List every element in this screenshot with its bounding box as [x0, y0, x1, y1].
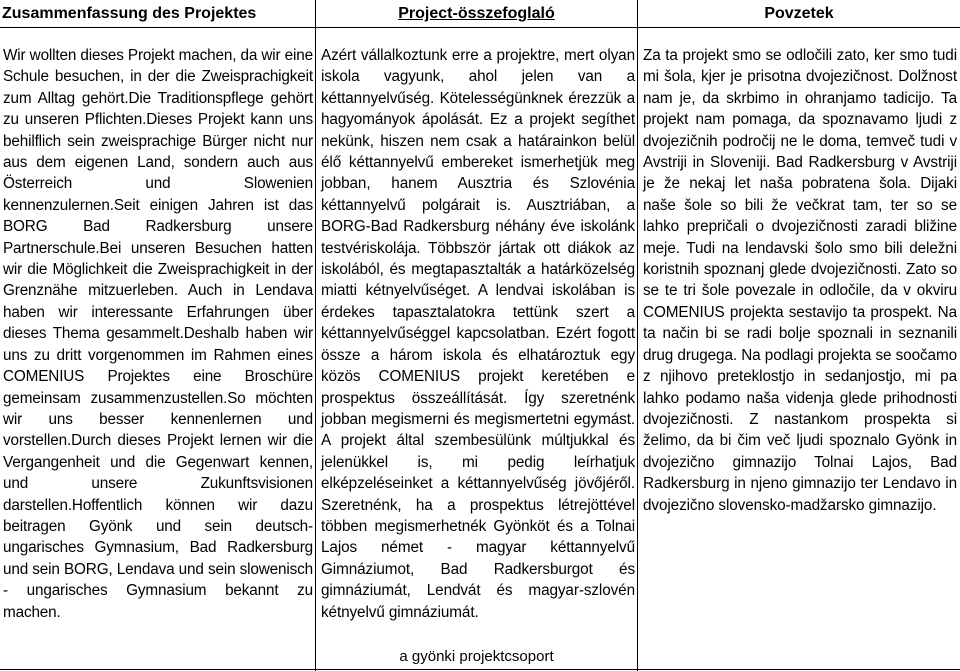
hungarian-column-header: Project-összefoglaló	[316, 0, 637, 28]
table-bottom-border	[0, 669, 960, 670]
german-summary-text: Wir wollten dieses Projekt machen, da wir eine Schule besuchen, in der die Zweisprachigkeit zum Alltag gehört.Die Traditionspflege gehört zu unseren Pflichten.Dieses Projekt kann uns behilflich sein zweisprachige Bürger nicht nur aus dem eigenen Land, sondern auch aus Österreich und Slowenien kennenzulernen.Seit einigen Jahren ist das BORG Bad Radkersburg unsere Partnerschule.Bei unseren Besuchen hatten wir die Möglichkeit die Zweisprachigkeit in der Grenznähe mitzuerleben. Auch in Lendava haben wir interessante Erfahrungen über dieses Thema gesammelt.Deshalb haben wir uns zu dritt vorgenommen im Rahmen eines COMENIUS Projektes eine Broschüre gemeinsam zusammenzustellen.So möchten wir uns besser kennenlernen und vorstellen.Durch dieses Projekt lernen wir die Vergangenheit und die Gegenwart kennen, und unsere Zukunftsvisionen darstellen.Hoffentlich können wir dazu beitragen Gyönk und sein deutsch-ungarisches Gymnasium, Bad Radkersburg und sein BORG, Lendava und sein slowenisch - ungarisches Gymnasium bekannt zu machen.	[3, 47, 313, 621]
slovenian-summary-text: Za ta projekt smo se odločili zato, ker smo tudi mi šola, kjer je prisotna dvojezičnost. Dolžnost nam je, da skrbimo in ohranjamo tadicijo. Ta projekt nam pomaga, da spoznavamo ljudi z dvojezičnih področij ne le doma, temveč tudi v Avstriji in Sloveniji. Bad Radkersburg v Avstriji je že nekaj let naša pobratena šola. Dijaki naše šole so bili že večkrat tam, ter so se lahko prepričali o dvojezičnosti zaradi bližine meje. Tudi na lendavski šolo smo bili deležni koristnih spoznanj glede dvojezičnosti. Zato so se te tri šole povezale in odločile, da v okviru COMENIUS projekta sestavijo ta prospekt. Na ta način bi se radi bolje spoznali in seznanili drug drugega. Na podlagi projekta se soočamo z njihovo preteklostjo in sedanjostjo, mi pa lahko podamo naša videnja glede prihodnosti dvojezičnosti. Z nastankom prospekta si želimo, da bi čim več ljudi spoznalo Gyönk in dvojezično gimnazijo Tolnai Lajos, Bad Radkersburg in njeno gimnazijo ter Lendavo in dvojezično slovensko-madžarsko gimnazijo.	[643, 47, 957, 514]
slovenian-column	[637, 0, 960, 671]
german-column	[0, 0, 315, 671]
hungarian-column	[315, 0, 637, 671]
hungarian-summary-text: Azért vállalkoztunk erre a projektre, mert olyan iskola vagyunk, ahol jelen van a kéttannyelvűség. Kötelességünknek érezzük a hagyományok ápolását. Ez a projekt segíthet nekünk, hiszen nem csak a határainkon belül élő kéttannyelvű embereket ismerhetjük meg jobban, hanem Ausztria és Szlovénia kéttannyelvű polgárait is. Ausztriában, a BORG-Bad Radkersburg néhány éve iskolánk testvériskolája. Többször jártak ott diákok az iskolából, és megtapasztalták a határközelség miatti kétnyelvűséget. A lendvai iskolában is érdekes tapasztalatokra tettünk szert a kéttannyelvűséggel kapcsolatban. Ezért fogott össze a három iskola és elhatároztuk egy közös COMENIUS projekt keretében e prospektus összeállítását. Így szeretnénk jobban megismerni és megismertetni egymást. A projekt által szembesülünk múltjukkal és jelenükkel is, mi pedig leírhatjuk elképzeléseinket a kéttannyelvűség jövőjéről. Szeretnénk, ha a prospektus létrejöttével többen megismerhetnék Gyönköt és a Tolnai Lajos német - magyar kéttannyelvű Gimnáziumot, Bad Radkersburgot és gimnáziumát, Lendvát és magyar-szlovén kétnyelvű gimnáziumát.	[321, 47, 635, 621]
german-column-header: Zusammenfassung des Projektes	[0, 0, 315, 28]
slovenian-column-header: Povzetek	[638, 0, 960, 28]
project-group-signature: a gyönki projektcsoport	[399, 648, 554, 665]
